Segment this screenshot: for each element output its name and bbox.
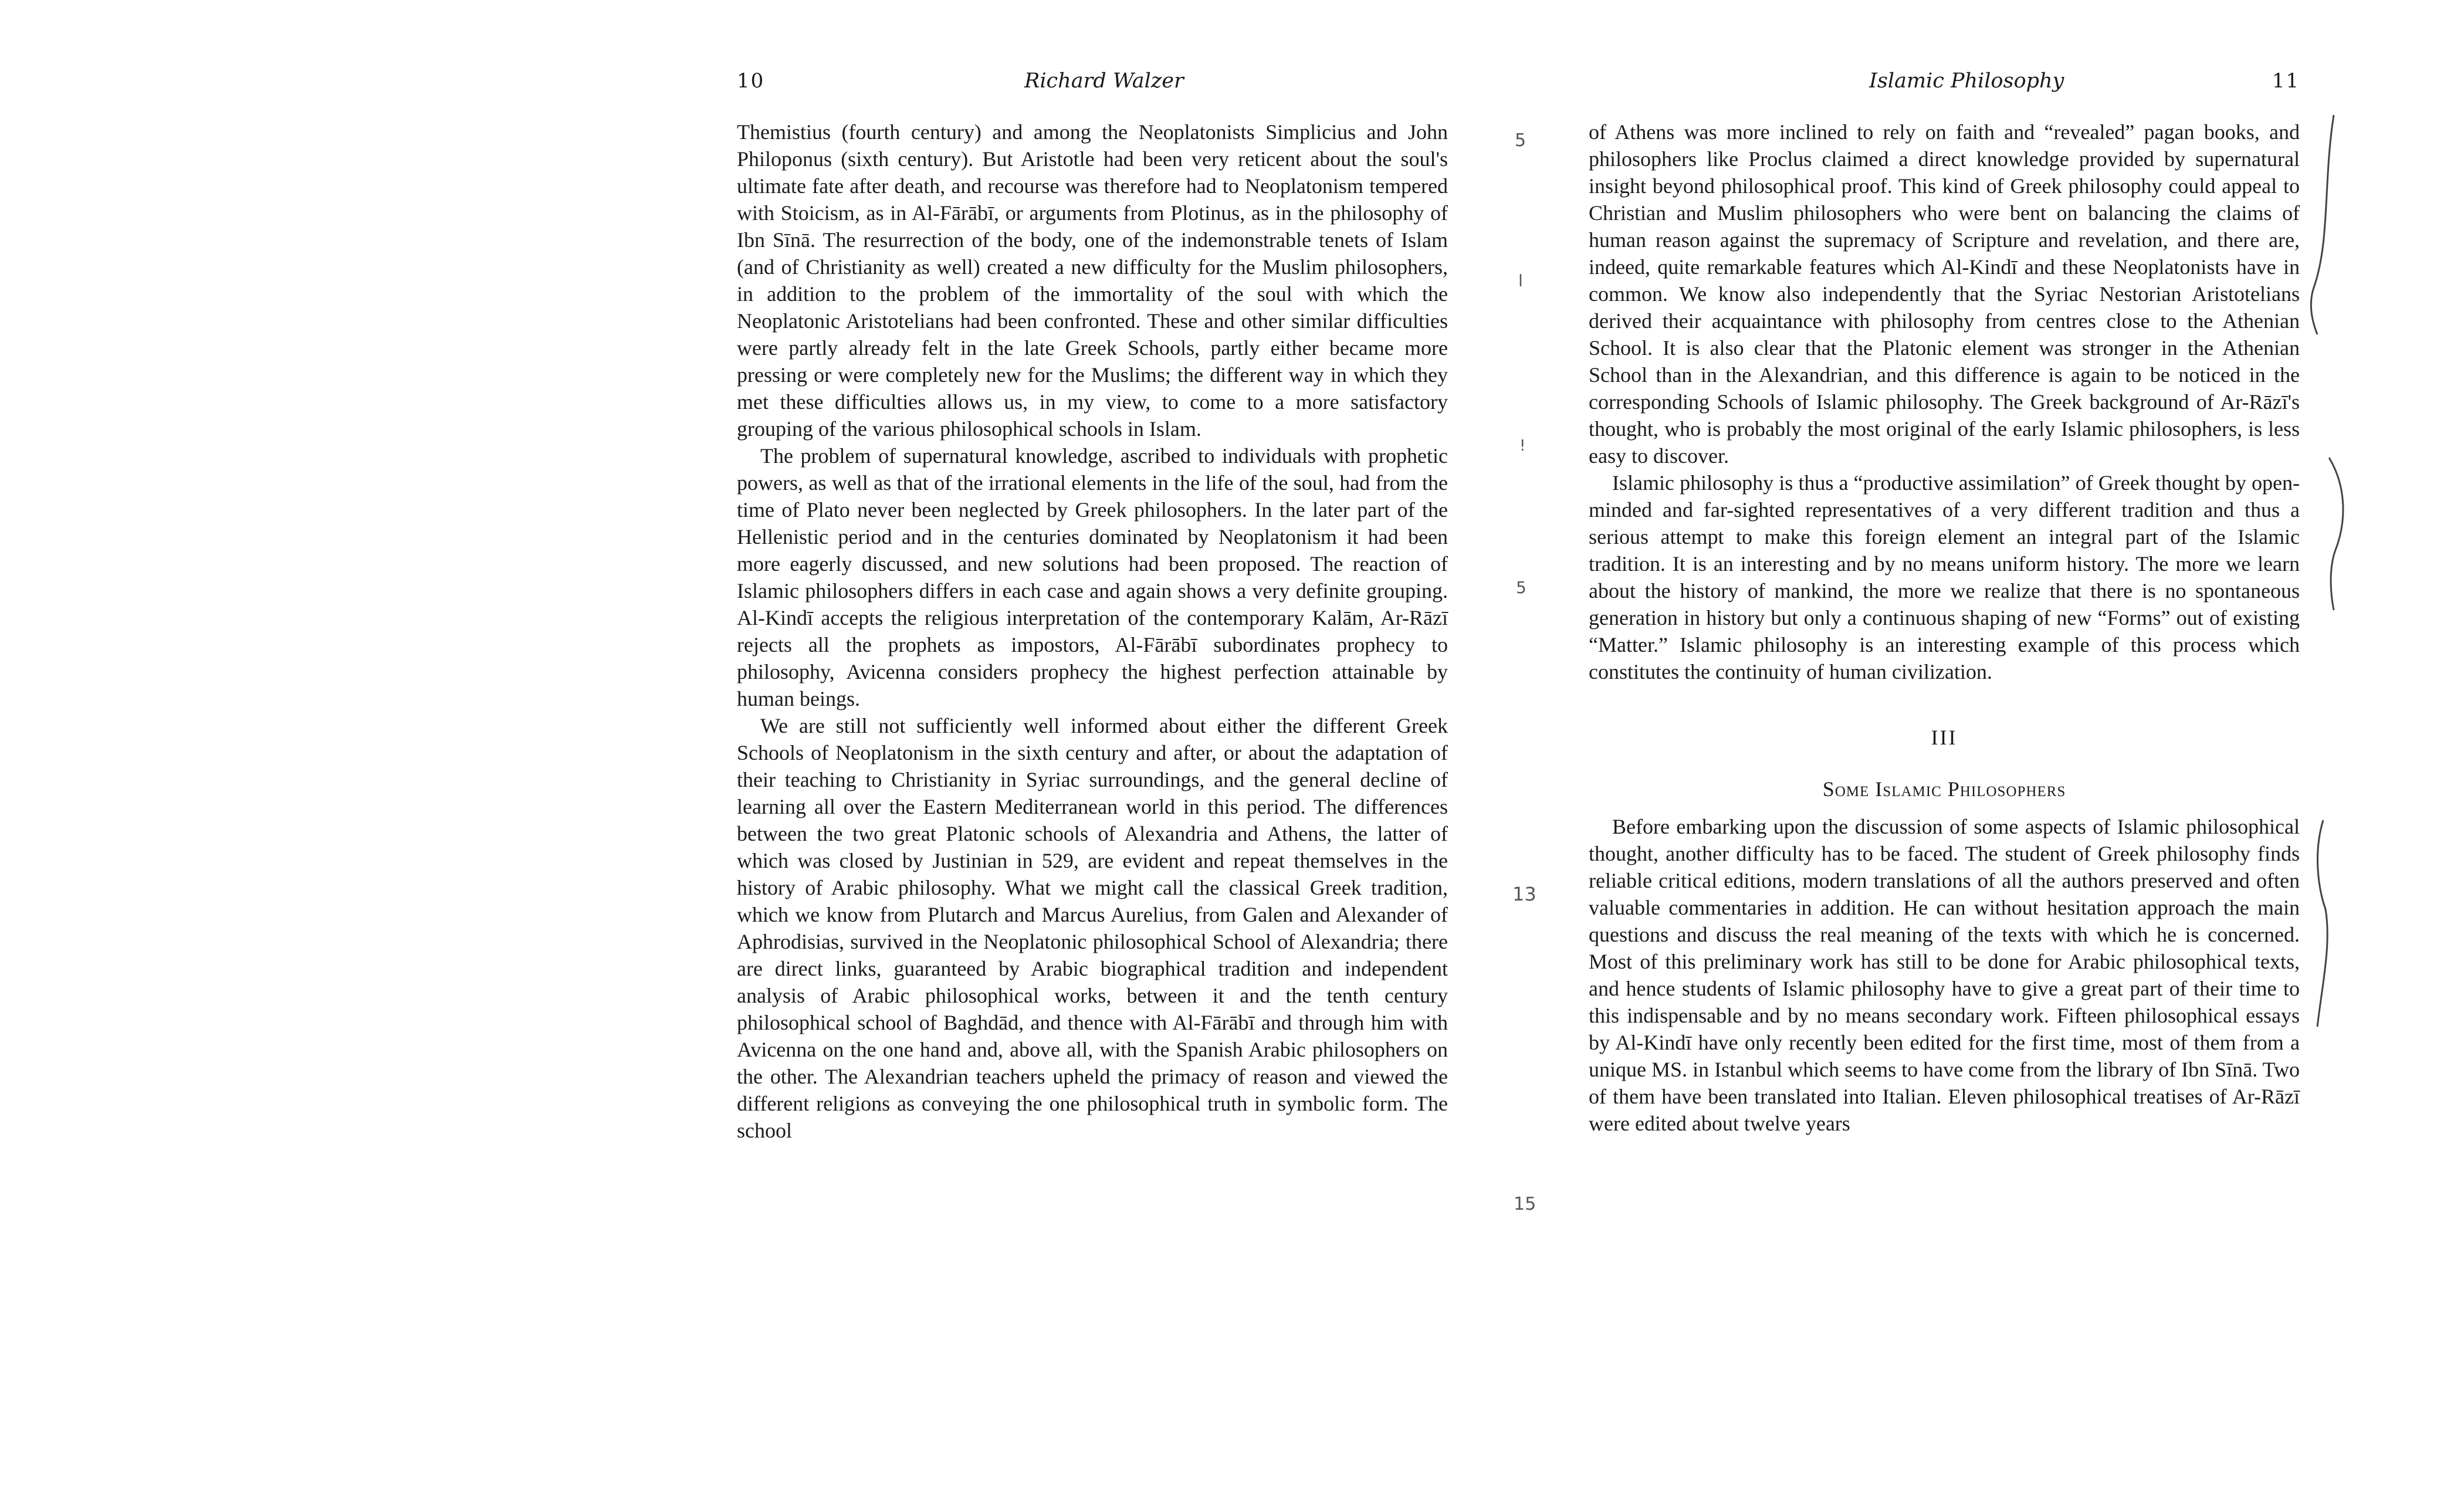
right-body-text (1589, 119, 2300, 1137)
gutter-mark: 15 (1514, 1194, 1536, 1214)
left-page-number: 10 (737, 69, 765, 93)
pencil-bracket-mark (2323, 452, 2358, 616)
paragraph: The problem of supernatural knowledge, ascribed to individuals with prophetic powers, as well as that of the irrational elements in the life of the soul, had from the time of Plato never been neglected by Greek philosophers. In the later part of the Hellenistic period and in the centuries dominated by Neoplatonism it had been more eagerly discussed, and new solutions had been proposed. The reaction of Islamic philosophers differs in each case and again shows a very definite grouping. Al-Kindī accepts the religious interpretation of the contemporary Kalām, Ar-Rāzī rejects all the prophets as impostors, Al-Fārābī subordinates prophecy to philosophy, Avicenna considers prophecy the highest perfection attainable by human beings. (737, 444, 1448, 710)
gutter-mark: 5 (1516, 578, 1527, 597)
right-running-title: Islamic Philosophy (1869, 69, 2064, 93)
gutter-mark: l (1518, 271, 1523, 290)
paragraph: Islamic philosophy is thus a “productive assimilation” of Greek thought by open-minded and far-sighted representatives of a very different tradition and thus a serious attempt to make this foreign element an integral part of the Islamic tradition. It is an interesting and by no means uniform history. The more we learn about the history of mankind, the more we realize that there is no spontaneous generation in history but only a continuous shaping of new “Forms” out of existing “Matter.” Islamic philosophy is an interesting example of this process which constitutes the continuity of human civilization. (1589, 471, 2300, 683)
left-running-title: Richard Walzer (1024, 69, 1184, 93)
paragraph: of Athens was more inclined to rely on faith and “revealed” pagan books, and philosophers like Proclus claimed a direct knowledge provided by supernatural insight beyond philosophical proof. This kind of Greek philosophy could appeal to Christian and Muslim philosophers who were bent on balancing the claims of human reason against the supremacy of Scripture and revelation, and there are, indeed, quite remarkable features which Al-Kindī and these Neoplatonists have in common. We know also independently that the Syriac Nestorian Aristotelians derived their acquaintance with philosophy from centres close to the Athenian School. It is also clear that the Platonic element was stronger in the Athenian School than in the Alexandrian, and this difference is again to be noticed in the corresponding Schools of Islamic philosophy. The Greek background of Ar-Rāzī's thought, who is probably the most original of the early Islamic philosophers, is less easy to discover. (1589, 120, 2300, 468)
paragraph: Before embarking upon the discussion of some aspects of Islamic philosophical thought, another difficulty has to be faced. The student of Greek philosophy finds reliable critical editions, modern translations of all the authors preserved and often valuable commentaries in addition. He can without hesitation approach the main questions and discuss the real meaning of the texts with which he is concerned. Most of this preliminary work has still to be done for Arabic philosophical texts, and hence students of Islamic philosophy have to give a great part of their time to this indispensable and by no means secondary work. Fifteen philosophical essays by Al-Kindī have only recently been edited for the first time, most of them from a unique MS. in Istanbul which seems to have come from the library of Ibn Sīnā. Two of them have been translated into Italian. Eleven philosophical treatises of Ar-Rāzī were edited about twelve years (1589, 815, 2300, 1135)
pencil-bracket-mark (2300, 111, 2347, 358)
pencil-bracket-mark (2306, 815, 2341, 1050)
right-page-number: 11 (2272, 69, 2300, 93)
section-number: III (1931, 726, 1958, 749)
paragraph: We are still not sufficiently well informed about either the different Greek Schools of Neoplatonism in the sixth century and after, or about the adaptation of their teaching to Christianity in Syriac surroundings, and the general decline of learning all over the Eastern Mediterranean world in this period. The differences between the two great Platonic schools of Alexandria and Athens, the latter of which was closed by Justinian in 529, are evident and repeat themselves in the history of Arabic philosophy. What we might call the classical Greek tradition, which we know from Plutarch and Marcus Aurelius, from Galen and Alexander of Aphrodisias, survived in the Neoplatonic philosophical School of Alexandria; there are direct links, guaranteed by Arabic biographical tradition and independent analysis of Arabic philosophical works, between it and the tenth century philosophical school of Baghdād, and thence with Al-Fārābī and through him with Avicenna on the one hand and, above all, with the Spanish Arabic philosophers on the other. The Alexandrian teachers upheld the primacy of reason and viewed the different religions as conveying the one philosophical truth in symbolic form. The school (737, 714, 1448, 1142)
left-body-text (737, 119, 1448, 1144)
section-title: Some Islamic Philosophers (1822, 777, 2066, 801)
left-running-head (737, 69, 1448, 100)
paragraph: Themistius (fourth century) and among the Neoplatonists Simplicius and John Philoponus (sixth century). But Aristotle had been very reticent about the soul's ultimate fate after death, and recourse was therefore had to Neoplatonism tempered with Stoicism, as in Al-Fārābī, or arguments from Plotinus, as in the philosophy of Ibn Sīnā. The resurrection of the body, one of the indemonstrable tenets of Islam (and of Christianity as well) created a new difficulty for the Muslim philosophers, in addition to the problem of the immortality of the soul with which the Neoplatonic Aristotelians had been confronted. These and other similar difficulties were partly already felt in the late Greek Schools, partly either became more pressing or were completely new for the Muslims; the different way in which they met these difficulties allows us, in my view, to come to a more satisfactory grouping of the various philosophical schools in Islam. (737, 120, 1448, 441)
gutter-mark: ! (1519, 437, 1526, 455)
right-running-head (1589, 69, 2300, 100)
gutter-mark: 5 (1515, 130, 1527, 151)
gutter-mark: 13 (1512, 883, 1536, 905)
